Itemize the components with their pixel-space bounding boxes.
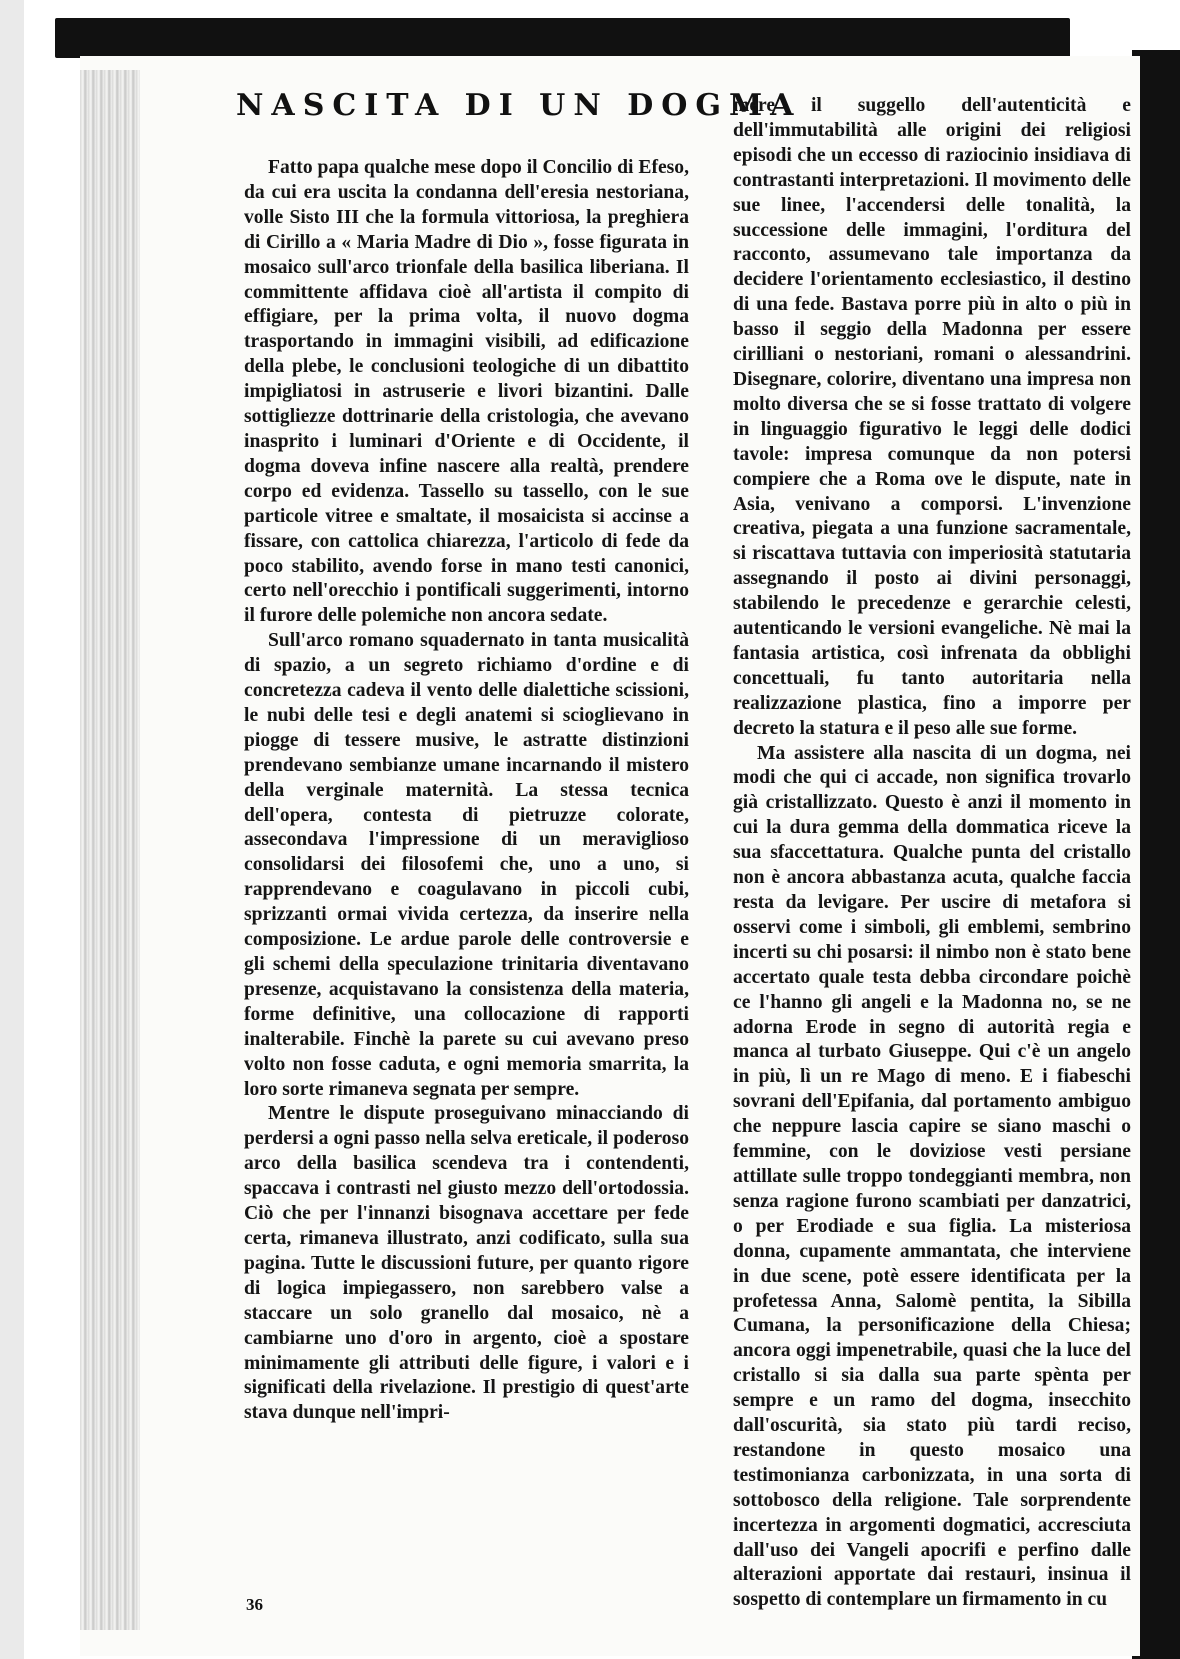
scan-top-border — [55, 18, 1070, 58]
right-text-column — [733, 94, 1131, 1613]
paragraph: mere il suggello dell'autenticità e dell'immutabilità alle origini dei religiosi episodi che un eccesso di raziocinio insidiava di contrastanti interpretazioni. Il movimento delle sue linee, l'accendersi delle tonalità, la successione delle immagini, l'orditura del racconto, assumevano tale importanza da decidere l'orientamento ecclesiastico, il destino di una fede. Bastava porre più in alto o più in basso il seggio della Madonna per essere cirilliani o nestoriani, romani o alessandrini. Disegnare, colorire, diventano una impresa non molto diversa che se si fosse trattato di volgere in linguaggio figurativo le leggi delle dodici tavole: impresa comunque da non potersi compiere che a Roma ove le dispute, nate in Asia, venivano a comporsi. L'invenzione creativa, piegata a una funzione sacramentale, si riscattava tuttavia con imperiosità statutaria assegnando il posto ai divini personaggi, stabilendo le precedenze e gerarchie celesti, autenticando le versioni evangeliche. Nè mai la fantasia artistica, così infrenata da obblighi concettuali, fu tanto autoritaria nella realizzazione plastica, fino a imporre per decreto la statura e il peso alle sue forme. — [733, 95, 1131, 739]
paragraph: Fatto papa qualche mese dopo il Concilio di Efeso, da cui era uscita la condanna dell'eresia nestoriana, volle Sisto III che la formula vittoriosa, la preghiera di Cirillo a « Maria Madre di Dio », fosse figurata in mosaico sull'arco trionfale della basilica liberiana. Il committente affidava cioè all'artista il compito di effigiare, per la prima volta, il nuovo dogma trasportando in immagini visibili, ad edificazione della plebe, le conclusioni teologiche di un dibattito impigliatosi in astruserie e livori bizantini. Dalle sottigliezze dottrinarie della cristologia, che avevano inasprito i luminari d'Oriente e di Occidente, il dogma doveva infine nascere alla realtà, prendere corpo ed evidenza. Tassello su tassello, con le sue particole vitree e smaltate, il mosaicista si accinse a fissare, con cattolica chiarezza, l'articolo di fede da poco stabilito, avendo forse in mano testi canonici, certo nell'orecchio i pontificali suggerimenti, intorno il furore delle polemiche non ancora sedate. — [244, 157, 689, 627]
paragraph: Mentre le dispute proseguivano minacciando di perdersi a ogni passo nella selva ereticale, il poderoso arco della basilica scendeva tra i contendenti, spaccava i contrasti nel giusto mezzo dell'ortodossia. Ciò che per l'innanzi bisognava accettare per fede certa, rimaneva illustrato, anzi codificato, sulla sua pagina. Tutte le discussioni future, per quanto rigore di logica impiegassero, non sarebbero valse a staccare un solo granello dal mosaico, nè a cambiarne uno d'oro in argento, cioè a spostare minimamente gli attributi delle figure, i valori e i significati della rivelazione. Il prestigio di quest'arte stava dunque nell'impri- — [244, 1103, 689, 1424]
paragraph: Ma assistere alla nascita di un dogma, nei modi che qui ci accade, non significa trovarlo già cristallizzato. Questo è anzi il momento in cui la dura gemma della dommatica riceve la sua sfaccettatura. Qualche punta del cristallo non è ancora abbastanza acuta, qualche faccia resta da levigare. Per uscire di metafora si osservi come i simboli, gli emblemi, sembrino incerti su chi posarsi: il nimbo non è stato bene accertato quale testa debba circondare poichè ce l'hanno gli angeli e la Madonna no, se ne adorna Erode in segno di autorità regia e manca al turbato Giuseppe. Qui c'è un angelo in più, lì un re Mago di meno. E i fiabeschi sovrani dell'Epifania, dal portamento ambiguo che neppure lascia capire se siano maschi o femmine, con le doviziose vesti persiane attillate sulle troppo tondeggianti membra, non senza ragione furono scambiati per danzatrici, o per Erodiade e sua figlia. La misteriosa donna, cupamente ammantata, che interviene in due scene, potè essere identificata per la profetessa Anna, Salomè pentita, la Sibilla Cumana, la personificazione della Chiesa; ancora oggi impenetrabile, quasi che la luce del cristallo si sia dalla sua parte spènta per sempre e un ramo del dogma, insecchito dall'oscurità, sia stato più tardi reciso, restandone in questo mosaico una testimonianza carbonizzata, in una sorta di sottobosco della religione. Tale sorprendente incertezza in argomenti dogmatici, accresciuta dall'uso dei Vangeli apocrifi e perfino dalle alterazioni apportate dai restauri, insinua il sospetto di contemplare un firmamento in cu — [733, 742, 1131, 1611]
article-headline: NASCITA DI UN DOGMA — [236, 88, 802, 123]
paragraph: Sull'arco romano squadernato in tanta musicalità di spazio, a un segreto richiamo d'ordine e di concretezza cadeva il vento delle dialettiche scissioni, le nubi delle tesi e degli anatemi si scioglievano in piogge di tessere musive, le astratte distinzioni prendevano sembianze umane incarnando il mistero della verginale maternità. La stessa tecnica dell'opera, contesta di pietruzze colorate, assecondava l'impressione di un meraviglioso consolidarsi dei filosofemi che, uno a uno, si rapprendevano e coagulavano in piccoli cubi, sprizzanti ormai vivida certezza, da inserire nella composizione. Le ardue parole delle controversie e gli schemi della speculazione trinitaria diventavano presenze, acquistavano la consistenza della materia, forme definitive, una collocazione di rapporti inalterabile. Finchè la parete su cui avevano preso volto non fosse caduta, e ogni memoria smarrita, la loro sorte rimaneva segnata per sempre. — [244, 630, 689, 1100]
left-text-column — [244, 156, 689, 1426]
page-stack-edge — [80, 70, 140, 1630]
page-number: 36 — [246, 1595, 263, 1614]
scan-left-margin — [0, 0, 24, 1659]
